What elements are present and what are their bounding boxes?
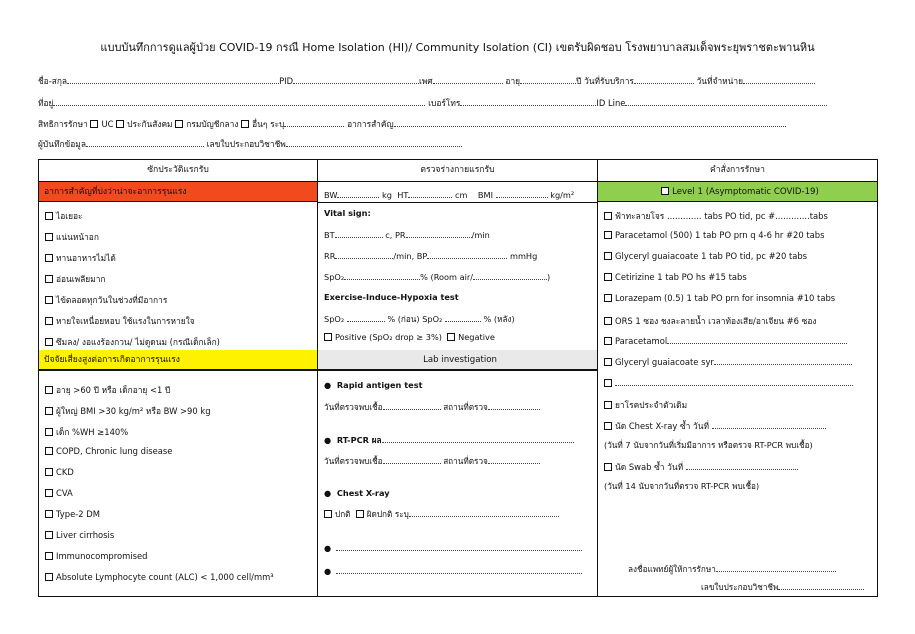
bt-pr-row bbox=[324, 229, 490, 240]
severe-item[interactable] bbox=[45, 272, 106, 286]
positive-checkbox[interactable] bbox=[324, 333, 332, 341]
atk-date-row bbox=[324, 401, 540, 414]
divider bbox=[318, 370, 597, 371]
service-date-label: วันที่รับบริการ bbox=[584, 76, 634, 86]
bmi-label: BMI bbox=[477, 190, 493, 200]
checkbox[interactable] bbox=[604, 358, 612, 366]
cm-unit: cm bbox=[454, 190, 468, 200]
exercise-result-row bbox=[324, 332, 495, 342]
pid-field[interactable] bbox=[293, 74, 419, 84]
severe-item-label: ไอเยอะ bbox=[56, 211, 83, 221]
risk-item-label: COPD, Chronic lung disease bbox=[56, 446, 173, 456]
order-item[interactable] bbox=[604, 356, 852, 367]
positive-label: Positive (SpO₂ drop ≥ 3%) bbox=[335, 332, 442, 342]
spo2-after-unit: % (หลัง) bbox=[483, 314, 515, 324]
rtpcr-date-row bbox=[324, 455, 540, 468]
bt-field[interactable] bbox=[335, 229, 383, 238]
risk-item-label: ผู้ใหญ่ BMI >30 kg/m² หรือ BW >90 kg bbox=[56, 406, 211, 416]
anthropometry-row bbox=[324, 189, 574, 200]
checkbox[interactable] bbox=[604, 273, 612, 281]
checkbox[interactable] bbox=[604, 379, 612, 387]
close-paren: ) bbox=[547, 272, 551, 282]
cxr-row: ● Chest X-ray bbox=[324, 488, 390, 498]
risk-item[interactable] bbox=[45, 530, 114, 540]
history-heading: ซักประวัติแรกรับ bbox=[39, 160, 317, 182]
swab-label: นัด Swab ซ้ำ วันที่ bbox=[615, 462, 684, 472]
rr-bp-row bbox=[324, 250, 537, 261]
checkbox[interactable] bbox=[604, 212, 612, 220]
cxr-note: (วันที่ 7 นับจากวันที่เริ่มมีอาการ หรือตรวจ RT-PCR พบเชื้อ) bbox=[604, 440, 813, 450]
doctor-license-row bbox=[701, 581, 864, 594]
cxr-normal-label: ปกติ bbox=[335, 509, 351, 519]
doctor-sign-label: ลงชื่อแพทย์ผู้ให้การรักษา bbox=[628, 564, 716, 574]
exam-column bbox=[318, 160, 598, 596]
risk-item-label: เด็ก %WH ≥140% bbox=[56, 427, 129, 437]
checkbox[interactable] bbox=[45, 338, 53, 346]
risk-item-label: Liver cirrhosis bbox=[56, 530, 115, 540]
risk-item-label: อายุ >60 ปี หรือ เด็กอายุ <1 ปี bbox=[56, 385, 171, 395]
severe-item[interactable] bbox=[45, 230, 99, 244]
severe-item-label: แน่นหน้าอก bbox=[56, 232, 99, 242]
divider bbox=[318, 202, 597, 203]
extra-lab-row-1: ● bbox=[324, 542, 582, 553]
checkbox[interactable] bbox=[604, 422, 612, 430]
license-label: เลขใบประกอบวิชาชีพ bbox=[206, 139, 286, 149]
doctor-license-field[interactable] bbox=[778, 581, 864, 590]
order-label: Paracetamol bbox=[615, 336, 668, 346]
spo2-before-field[interactable] bbox=[347, 313, 385, 322]
cxr-abnormal-label: ผิดปกติ ระบุ bbox=[366, 509, 409, 519]
order-label: Glyceryl guaiacoate 1 tab PO tid, pc #20 tabs bbox=[615, 251, 808, 261]
risk-item[interactable] bbox=[45, 425, 128, 439]
swab-item[interactable] bbox=[604, 460, 798, 474]
order-field[interactable] bbox=[667, 335, 847, 344]
checkbox[interactable] bbox=[45, 386, 53, 394]
discharge-date-label: วันที่จำหน่าย bbox=[696, 76, 744, 86]
exam-heading: ตรวจร่างกายแรกรับ bbox=[318, 160, 597, 182]
checkbox[interactable] bbox=[604, 252, 612, 260]
severe-item[interactable] bbox=[45, 209, 83, 223]
checkbox[interactable] bbox=[45, 573, 53, 581]
age-unit: ปี bbox=[576, 76, 582, 86]
checkbox[interactable] bbox=[45, 428, 53, 436]
chief-complaint-label: อาการสำคัญ bbox=[347, 119, 394, 129]
cxr-result-row bbox=[324, 508, 559, 521]
risk-item[interactable] bbox=[45, 467, 74, 477]
risk-item[interactable] bbox=[45, 572, 274, 582]
severe-item[interactable] bbox=[45, 251, 116, 265]
doctor-sign-row bbox=[628, 563, 836, 576]
line-field[interactable] bbox=[625, 96, 827, 106]
order-item[interactable] bbox=[604, 272, 747, 282]
sex-label: เพศ bbox=[419, 76, 433, 86]
extra-lab-field[interactable] bbox=[336, 542, 582, 551]
level-checkbox[interactable] bbox=[661, 187, 669, 195]
severe-item-label: ไข้ตลอดทุกวันในช่วงที่มีอาการ bbox=[56, 295, 168, 305]
order-label: นัด Chest X-ray ซ้ำ วันที่ bbox=[615, 421, 709, 431]
bp-field[interactable] bbox=[427, 250, 507, 259]
checkbox[interactable] bbox=[604, 337, 612, 345]
cxr-abnormal-checkbox[interactable] bbox=[356, 510, 364, 518]
checkbox[interactable] bbox=[45, 468, 53, 476]
risk-item[interactable] bbox=[45, 446, 172, 456]
order-item[interactable] bbox=[604, 398, 687, 412]
pr-unit: /min bbox=[471, 230, 490, 240]
rights-sso-label: ประกันสังคม bbox=[127, 119, 173, 129]
checkbox[interactable] bbox=[45, 407, 53, 415]
sex-field[interactable] bbox=[433, 74, 503, 84]
checkbox[interactable] bbox=[45, 317, 53, 325]
checkbox[interactable] bbox=[45, 510, 53, 518]
rr-field[interactable] bbox=[335, 250, 393, 259]
order-label: ฟ้าทะลายโจร ............. tabs PO tid, pc #.............tabs bbox=[615, 211, 828, 221]
spo2-row bbox=[324, 271, 550, 282]
atk-label: Rapid antigen test bbox=[336, 380, 423, 390]
atk-date-field[interactable] bbox=[383, 401, 441, 410]
rtpcr-row: ● RT-PCR ผล bbox=[324, 434, 574, 447]
header-row-1 bbox=[38, 74, 815, 88]
level-label: Level 1 (Asymptomatic COVID-19) bbox=[672, 187, 819, 197]
spo2-label: SpO₂ bbox=[324, 272, 345, 282]
order-label: Glyceryl guaiacoate syr bbox=[615, 357, 714, 367]
discharge-date-field[interactable] bbox=[743, 74, 815, 84]
risk-item-label: Immunocompromised bbox=[56, 551, 148, 561]
room-air-label: % (Room air/ bbox=[420, 272, 474, 282]
negative-checkbox[interactable] bbox=[447, 333, 455, 341]
checkbox[interactable] bbox=[604, 317, 612, 325]
order-label: ยาโรคประจำตัวเดิม bbox=[615, 400, 688, 410]
order-label: Lorazepam (0.5) 1 tab PO prn for insomnia #10 tabs bbox=[615, 293, 836, 303]
cxr-abnormal-field[interactable] bbox=[409, 508, 559, 517]
order-label: ORS 1 ซอง ชงละลายน้ำ เวลาท้องเสีย/อาเจียน #6 ซอง bbox=[615, 316, 817, 326]
risk-item-label: Type-2 DM bbox=[56, 509, 100, 519]
history-column bbox=[39, 160, 318, 596]
rights-cgd-checkbox[interactable] bbox=[175, 120, 183, 128]
extra-lab-field[interactable] bbox=[336, 565, 582, 574]
severe-item-label: ซึมลง/ งอแงร้องกวน/ ไม่ดูดนม (กรณีเด็กเล็ก) bbox=[56, 337, 220, 347]
order-item[interactable] bbox=[604, 209, 828, 223]
lab-heading: Lab investigation bbox=[318, 350, 597, 370]
order-field[interactable] bbox=[714, 356, 852, 365]
pr-field[interactable] bbox=[406, 229, 472, 238]
risk-item[interactable] bbox=[45, 383, 170, 397]
spo2-before-label: SpO₂ bbox=[324, 314, 345, 324]
kg-unit: kg bbox=[382, 190, 392, 200]
cxr-label: Chest X-ray bbox=[336, 488, 390, 498]
main-table bbox=[38, 159, 878, 597]
checkbox[interactable] bbox=[45, 296, 53, 304]
rights-other-checkbox[interactable] bbox=[241, 120, 249, 128]
rights-uc-checkbox[interactable] bbox=[90, 120, 98, 128]
rtpcr-place-label: สถานที่ตรวจ bbox=[443, 456, 488, 466]
divider bbox=[39, 370, 317, 371]
severe-symptoms-heading: อาการสำคัญที่บ่งว่าน่าจะอาการรุนแรง bbox=[39, 182, 317, 202]
order-item[interactable] bbox=[604, 251, 807, 261]
bmi-field[interactable] bbox=[496, 189, 548, 198]
rtpcr-date-field[interactable] bbox=[383, 455, 441, 464]
rights-other-field[interactable] bbox=[284, 117, 344, 127]
rtpcr-field[interactable] bbox=[382, 434, 574, 443]
bmi-unit: kg/m² bbox=[550, 190, 575, 200]
pr-label: c, PR bbox=[385, 230, 406, 240]
line-label: ID Line bbox=[596, 98, 626, 108]
checkbox[interactable] bbox=[45, 531, 53, 539]
risk-item-label: CVA bbox=[56, 488, 73, 498]
extra-lab-row-2: ● bbox=[324, 565, 582, 576]
rights-uc-label: UC bbox=[101, 119, 114, 129]
name-field[interactable] bbox=[67, 74, 279, 84]
checkbox[interactable] bbox=[604, 463, 612, 471]
severe-item-label: ทานอาหารไม่ได้ bbox=[56, 253, 116, 263]
cxr-date-field[interactable] bbox=[712, 420, 826, 429]
risk-item-label: CKD bbox=[56, 467, 74, 477]
rights-label: สิทธิการรักษา bbox=[38, 119, 88, 129]
severe-item-label: อ่อนเพลียมาก bbox=[56, 274, 106, 284]
exercise-heading: Exercise-Induce-Hypoxia test bbox=[324, 292, 459, 302]
bp-unit: mmHg bbox=[509, 251, 538, 261]
risk-item-label: Absolute Lymphocyte count (ALC) < 1,000 cell/mm³ bbox=[56, 572, 274, 582]
name-label: ชื่อ-สกุล bbox=[38, 76, 68, 86]
checkbox[interactable] bbox=[604, 401, 612, 409]
room-air-field[interactable] bbox=[473, 271, 547, 280]
risk-item[interactable] bbox=[45, 404, 211, 418]
chief-complaint-field[interactable] bbox=[394, 117, 786, 127]
risk-item[interactable] bbox=[45, 509, 100, 519]
order-field[interactable] bbox=[615, 377, 853, 386]
checkbox[interactable] bbox=[45, 489, 53, 497]
header-row-3 bbox=[38, 117, 786, 131]
checkbox[interactable] bbox=[45, 275, 53, 283]
doctor-sign-field[interactable] bbox=[716, 563, 836, 572]
pid-label: PID bbox=[279, 76, 294, 86]
age-field[interactable] bbox=[520, 74, 576, 84]
rtpcr-date-label: วันที่ตรวจพบเชื้อ bbox=[324, 456, 383, 466]
atk-place-field[interactable] bbox=[488, 401, 540, 410]
address-label: ที่อยู่ bbox=[38, 98, 54, 108]
order-label: Cetirizine 1 tab PO hs #15 tabs bbox=[615, 272, 747, 282]
checkbox[interactable] bbox=[45, 233, 53, 241]
order-item[interactable] bbox=[604, 419, 826, 433]
orders-column bbox=[598, 160, 877, 596]
recorder-field[interactable] bbox=[86, 137, 204, 147]
severe-item[interactable] bbox=[45, 293, 167, 307]
rights-sso-checkbox[interactable] bbox=[116, 120, 124, 128]
rights-cgd-label: กรมบัญชีกลาง bbox=[186, 119, 239, 129]
header-row-2 bbox=[38, 96, 827, 110]
severe-item[interactable] bbox=[45, 314, 195, 328]
bp-label: /min, BP bbox=[393, 251, 428, 261]
checkbox[interactable] bbox=[45, 254, 53, 262]
order-item[interactable] bbox=[604, 335, 847, 346]
risk-item[interactable] bbox=[45, 488, 73, 498]
cxr-normal-checkbox[interactable] bbox=[324, 510, 332, 518]
order-item[interactable] bbox=[604, 230, 824, 240]
doctor-license-label: เลขใบประกอบวิชาชีพ bbox=[701, 582, 779, 592]
severe-item[interactable] bbox=[45, 335, 220, 349]
recorder-label: ผู้บันทึกข้อมูล bbox=[38, 139, 86, 149]
order-item[interactable] bbox=[604, 314, 816, 328]
checkbox[interactable] bbox=[604, 294, 612, 302]
checkbox[interactable] bbox=[45, 447, 53, 455]
address-field[interactable] bbox=[53, 96, 425, 106]
bw-field[interactable] bbox=[337, 189, 379, 198]
bw-label: BW bbox=[324, 190, 338, 200]
ht-field[interactable] bbox=[408, 189, 452, 198]
swab-date-field[interactable] bbox=[686, 461, 798, 470]
atk-row: ● Rapid antigen test bbox=[324, 380, 423, 390]
license-field[interactable] bbox=[286, 137, 462, 147]
spo2-before-unit: % (ก่อน) SpO₂ bbox=[387, 314, 443, 324]
risk-factors-heading: ปัจจัยเสี่ยงสูงต่อการเกิดอาการรุนแรง bbox=[39, 350, 317, 370]
phone-label: เบอร์โทร bbox=[428, 98, 461, 108]
order-label: Paracetamol (500) 1 tab PO prn q 4-6 hr #20 tabs bbox=[615, 230, 825, 240]
form-title: แบบบันทึกการดูแลผู้ป่วย COVID-19 กรณี Home Isolation (HI)/ Community Isolation (CI) เขตรับผิดชอบ โรงพยาบาลสมเด็จพระยุพราชตะพานหิน bbox=[100, 41, 815, 54]
checkbox[interactable] bbox=[45, 552, 53, 560]
level-heading[interactable] bbox=[598, 182, 877, 202]
rr-label: RR bbox=[324, 251, 336, 261]
swab-note: (วันที่ 14 นับจากวันที่ตรวจ RT-PCR พบเชื้อ) bbox=[604, 481, 760, 491]
rtpcr-label: RT-PCR ผล bbox=[336, 435, 382, 445]
risk-item[interactable] bbox=[45, 551, 147, 561]
atk-place-label: สถานที่ตรวจ bbox=[443, 402, 488, 412]
orders-heading: คำสั่งการรักษา bbox=[598, 160, 877, 182]
spo2-after-field[interactable] bbox=[445, 313, 481, 322]
severe-item-label: หายใจเหนื่อยหอบ ใช้แรงในการหายใจ bbox=[56, 316, 195, 326]
checkbox[interactable] bbox=[604, 231, 612, 239]
rtpcr-place-field[interactable] bbox=[488, 455, 540, 464]
negative-label: Negative bbox=[458, 332, 495, 342]
order-item[interactable] bbox=[604, 377, 853, 388]
header-row-4 bbox=[38, 137, 462, 151]
checkbox[interactable] bbox=[45, 212, 53, 220]
order-item[interactable] bbox=[604, 293, 835, 303]
bt-label: BT bbox=[324, 230, 335, 240]
age-label: อายุ bbox=[505, 76, 521, 86]
service-date-field[interactable] bbox=[634, 74, 694, 84]
vital-sign-heading: Vital sign: bbox=[324, 208, 371, 218]
rights-other-label: อื่นๆ ระบุ bbox=[252, 119, 285, 129]
spo2-field[interactable] bbox=[344, 271, 420, 280]
ht-label: HT bbox=[397, 190, 409, 200]
exercise-row bbox=[324, 313, 515, 326]
phone-field[interactable] bbox=[460, 96, 596, 106]
atk-date-label: วันที่ตรวจพบเชื้อ bbox=[324, 402, 383, 412]
